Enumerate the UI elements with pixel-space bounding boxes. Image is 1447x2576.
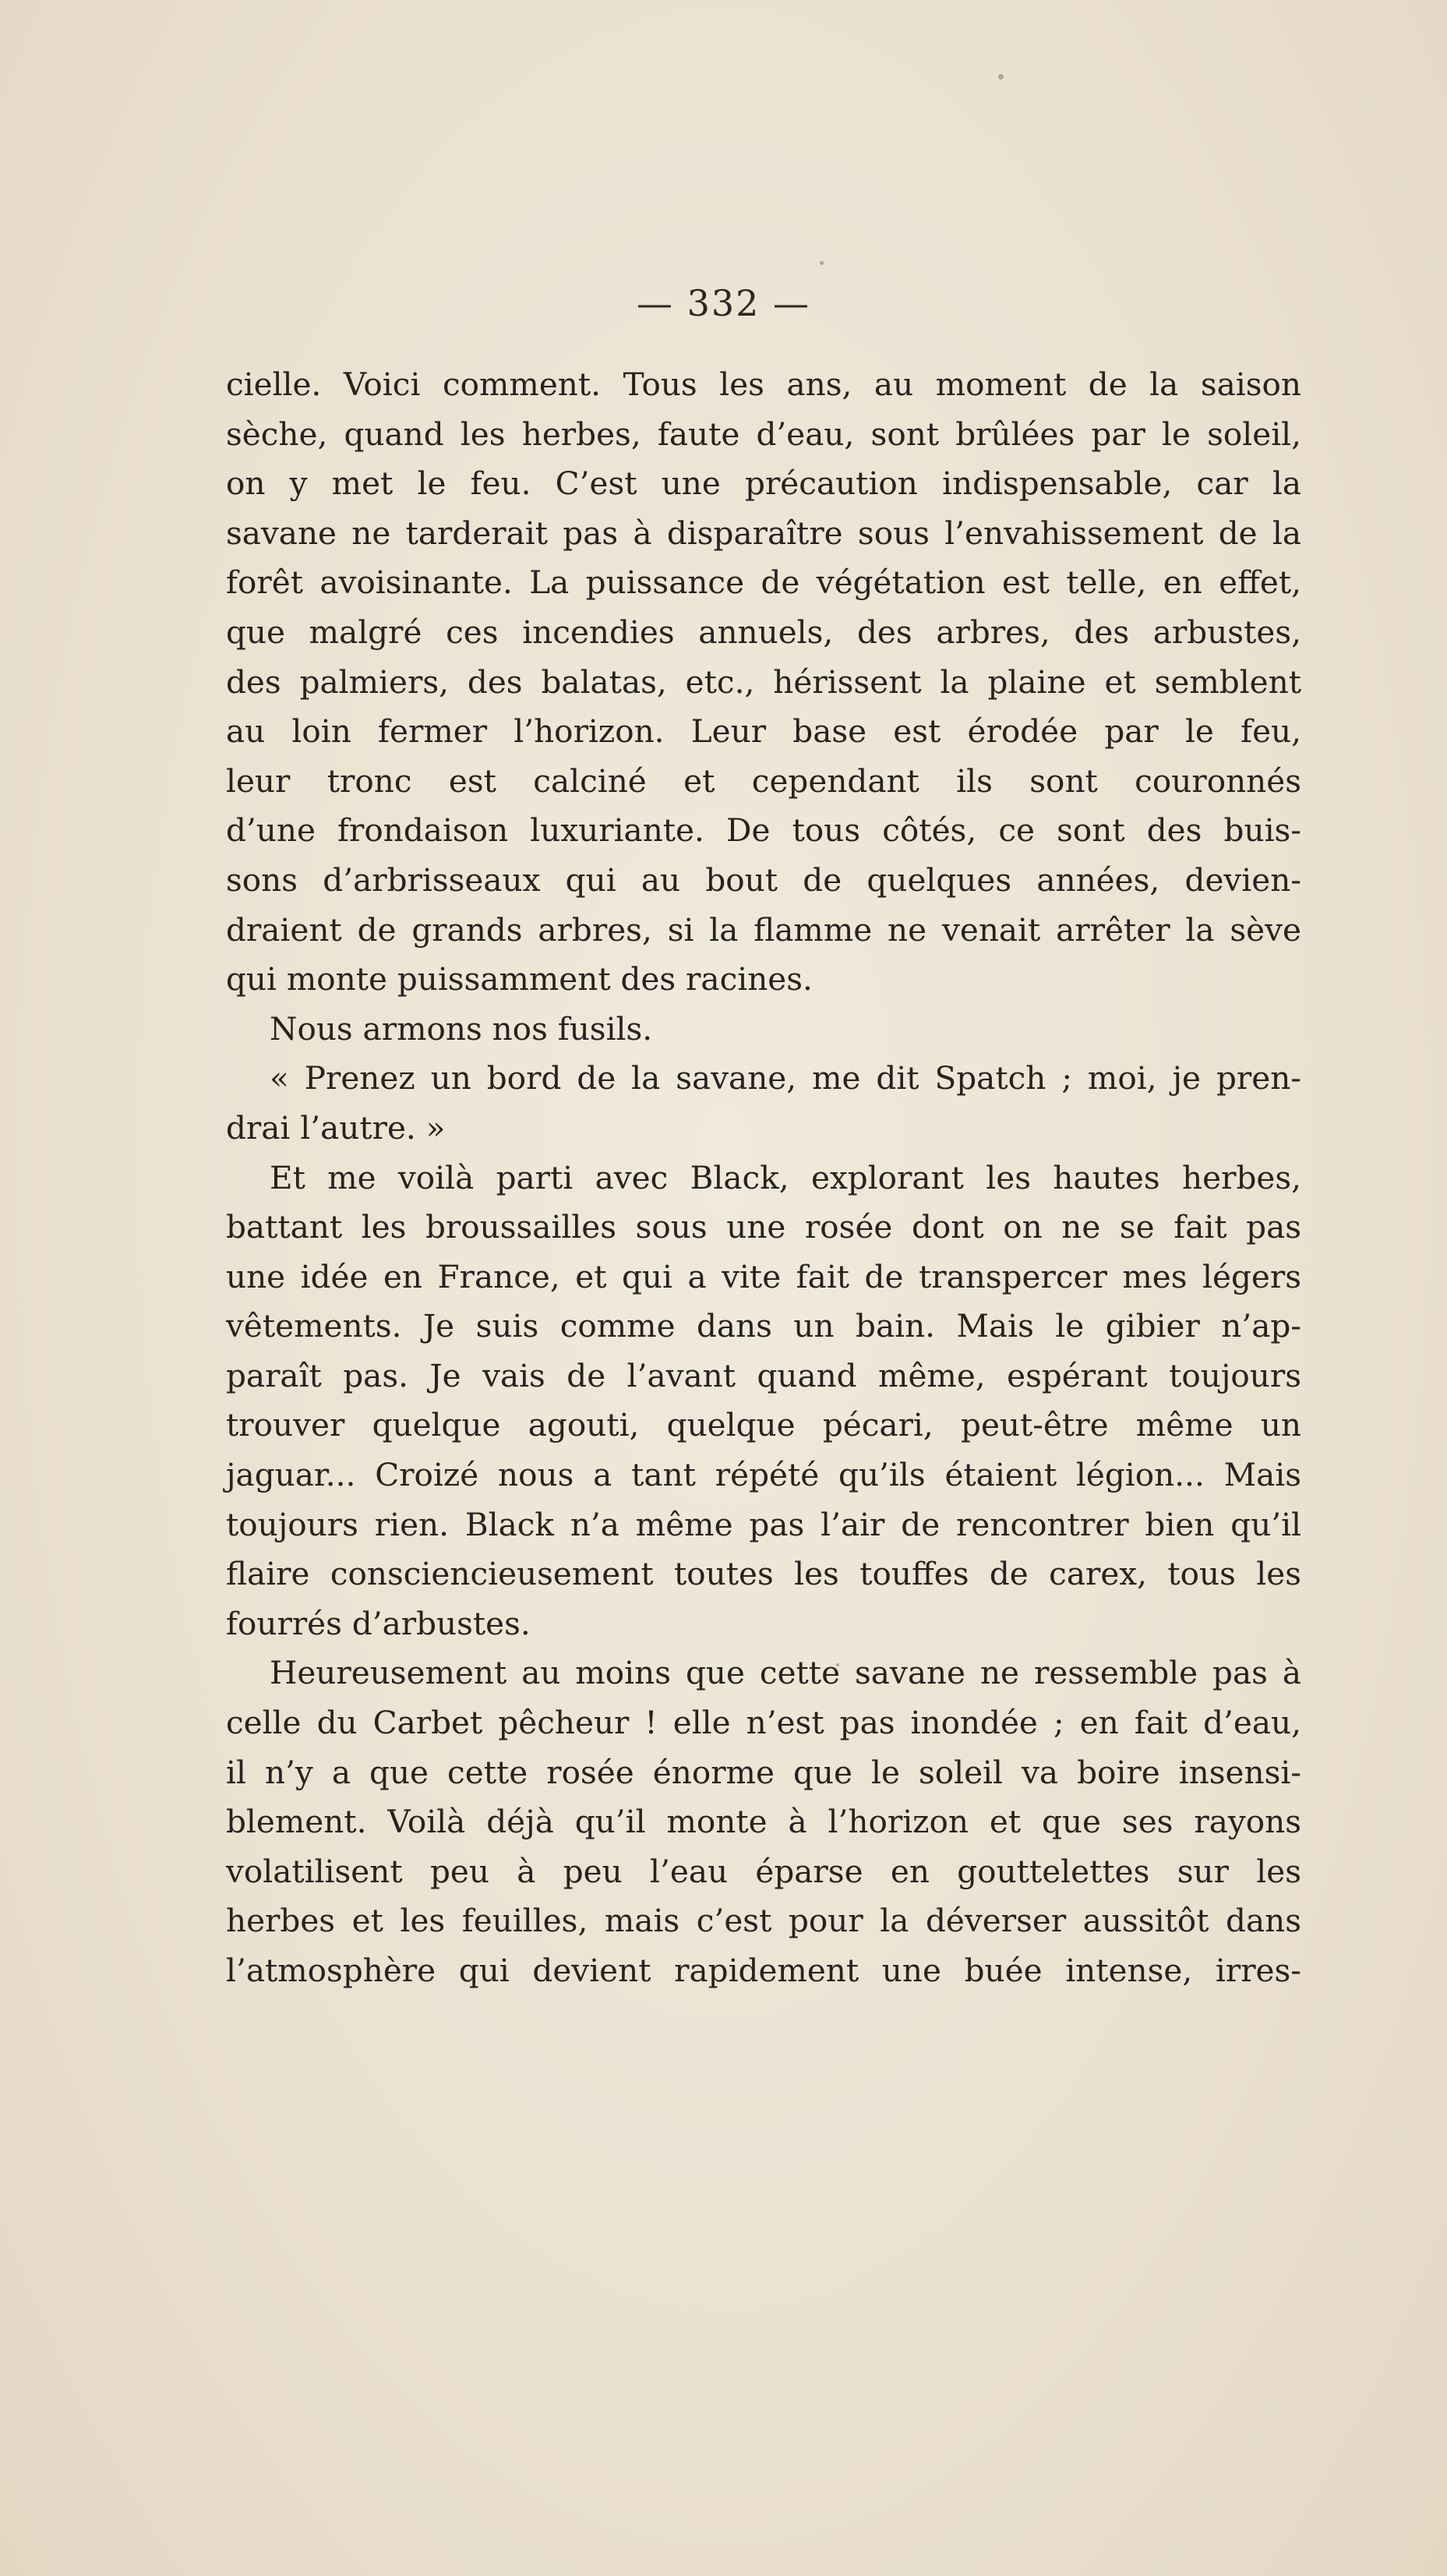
text-line: leur tronc est calciné et cependant ils sont couronnés bbox=[226, 761, 1301, 800]
text-line: des palmiers, des balatas, etc., hérissent la plaine et semblent bbox=[226, 663, 1301, 701]
text-line: blement. Voilà déjà qu’il monte à l’horizon et que ses rayons bbox=[226, 1803, 1301, 1841]
text-line: Nous armons nos fusils. bbox=[270, 1009, 653, 1048]
text-line: on y met le feu. C’est une précaution indispensable, car la bbox=[226, 465, 1301, 503]
text-line: Heureusement au moins que cette savane ne ressemble pas à bbox=[270, 1654, 1301, 1692]
page-number: — 332 — bbox=[636, 282, 811, 324]
text-line: sèche, quand les herbes, faute d’eau, sont brûlées par le soleil, bbox=[226, 415, 1301, 453]
text-line: vêtements. Je suis comme dans un bain. Mais le gibier n’ap- bbox=[226, 1307, 1301, 1345]
text-line: d’une frondaison luxuriante. De tous côtés, ce sont des buis- bbox=[226, 811, 1301, 850]
text-line: qui monte puissamment des racines. bbox=[226, 960, 813, 998]
text-line: il n’y a que cette rosée énorme que le soleil va boire insensi- bbox=[226, 1753, 1301, 1791]
body-text bbox=[226, 360, 1301, 1996]
text-line: drai l’autre. » bbox=[226, 1108, 446, 1147]
text-line: fourrés d’arbustes. bbox=[226, 1604, 531, 1642]
text-line: celle du Carbet pêcheur ! elle n’est pas inondée ; en fait d’eau, bbox=[226, 1704, 1301, 1742]
text-line: battant les broussailles sous une rosée dont on ne se fait pas bbox=[226, 1208, 1301, 1246]
text-line: que malgré ces incendies annuels, des arbres, des arbustes, bbox=[226, 613, 1301, 651]
text-line: savane ne tarderait pas à disparaître sous l’envahissement de la bbox=[226, 514, 1301, 552]
text-line: au loin fermer l’horizon. Leur base est érodée par le feu, bbox=[226, 712, 1301, 751]
text-line: une idée en France, et qui a vite fait de transpercer mes légers bbox=[226, 1257, 1301, 1295]
text-line: l’atmosphère qui devient rapidement une buée intense, irres- bbox=[226, 1952, 1301, 1989]
text-line: toujours rien. Black n’a même pas l’air de rencontrer bien qu’il bbox=[226, 1505, 1301, 1543]
text-line: herbes et les feuilles, mais c’est pour la déverser aussitôt dans bbox=[226, 1902, 1301, 1940]
text-line: Et me voilà parti avec Black, explorant les hautes herbes, bbox=[270, 1158, 1301, 1196]
text-line: « Prenez un bord de la savane, me dit Spatch ; moi, je pren- bbox=[270, 1059, 1301, 1097]
paper-speck bbox=[998, 74, 1004, 80]
text-line: cielle. Voici comment. Tous les ans, au moment de la saison bbox=[226, 366, 1301, 403]
text-line: volatilisent peu à peu l’eau éparse en gouttelettes sur les bbox=[226, 1852, 1301, 1890]
text-line: jaguar... Croizé nous a tant répété qu’ils étaient légion... Mais bbox=[226, 1456, 1301, 1494]
paper-speck bbox=[820, 261, 824, 265]
text-line: forêt avoisinante. La puissance de végétation est telle, en effet, bbox=[226, 564, 1301, 602]
text-line: sons d’arbrisseaux qui au bout de quelques années, devien- bbox=[226, 860, 1301, 899]
text-line: paraît pas. Je vais de l’avant quand même, espérant toujours bbox=[226, 1356, 1301, 1394]
text-line: flaire consciencieusement toutes les touffes de carex, tous les bbox=[226, 1555, 1301, 1593]
text-line: draient de grands arbres, si la flamme ne venait arrêter la sève bbox=[226, 910, 1301, 949]
text-line: trouver quelque agouti, quelque pécari, peut-être même un bbox=[226, 1406, 1301, 1444]
